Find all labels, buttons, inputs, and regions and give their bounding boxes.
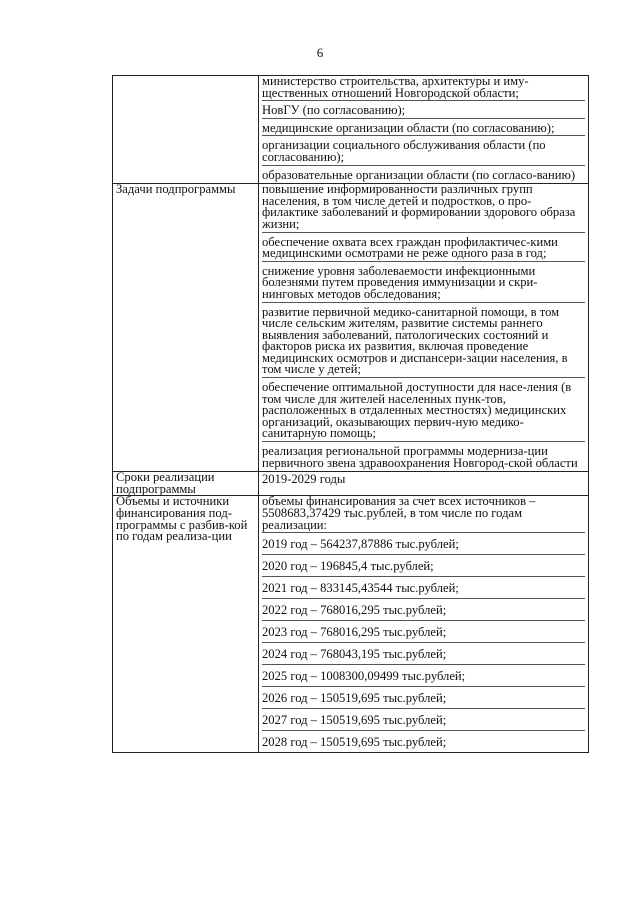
row-label: Объемы и источники финансирования под-программы с разбив-кой по годам реализа-ции <box>113 496 259 753</box>
funding-year-item: 2020 год – 196845,4 тыс.рублей; <box>262 557 585 577</box>
list-item: 2019-2029 годы <box>262 472 346 487</box>
row-value <box>259 472 589 496</box>
list-item: обеспечение оптимальной доступности для насе-ления (в том числе для жителей населенных пунк-тов, расположенных в отдаленных местностях) медицинских организаций, оказывающих первич-ную медико-санитарную помощь; <box>262 382 585 442</box>
funding-year-item: 2024 год – 768043,195 тыс.рублей; <box>262 645 585 665</box>
list-item: образовательные организации области (по согласо-ванию) <box>262 167 576 182</box>
list-item: НовГУ (по согласованию); <box>262 105 585 119</box>
funding-year-item: 2019 год – 564237,87886 тыс.рублей; <box>262 535 585 555</box>
page-number: 6 <box>316 45 324 60</box>
funding-year-item: 2027 год – 150519,695 тыс.рублей; <box>262 711 585 731</box>
row-value <box>259 496 589 753</box>
funding-year-item: 2021 год – 833145,43544 тыс.рублей; <box>262 579 585 599</box>
funding-year-item: 2026 год – 150519,695 тыс.рублей; <box>262 689 585 709</box>
list-item: реализация региональной программы модерниза-ции первичного звена здравоохранения Новгород-ской области <box>262 444 578 470</box>
row-label: Сроки реализации подпрограммы <box>113 472 259 496</box>
funding-year-item: 2025 год – 1008300,09499 тыс.рублей; <box>262 667 585 687</box>
list-item: медицинские организации области (по согласованию); <box>262 123 585 137</box>
row-value <box>259 76 589 184</box>
funding-year-item: 2028 год – 150519,695 тыс.рублей; <box>262 735 447 750</box>
list-item: министерство строительства, архитектуры и иму-щественных отношений Новгородской области; <box>262 76 585 101</box>
table-row-tasks <box>113 184 589 472</box>
list-item: объемы финансирования за счет всех источников – 5508683,37429 тыс.рублей, в том числе по годам реализации: <box>262 496 585 533</box>
funding-year-item: 2023 год – 768016,295 тыс.рублей; <box>262 623 585 643</box>
list-item: обеспечение охвата всех граждан профилактичес-кими медицинскими осмотрами не реже одного раза в год; <box>262 237 585 262</box>
subprogram-passport-table <box>112 75 589 753</box>
list-item: развитие первичной медико-санитарной помощи, в том числе сельским жителям, развитие системы раннего выявления заболеваний, патологических состояний и факторов риска их развития, включая проведение медицинских осмотров и диспансери-зации населения, в том числе у детей; <box>262 307 585 379</box>
table-row-funding <box>113 496 589 753</box>
row-label <box>113 76 259 184</box>
row-value <box>259 184 589 472</box>
row-label: Задачи подпрограммы <box>113 184 259 472</box>
funding-year-item: 2022 год – 768016,295 тыс.рублей; <box>262 601 585 621</box>
table-row-timeline <box>113 472 589 496</box>
list-item: снижение уровня заболеваемости инфекционными болезнями путем проведения иммунизации и скри-нинговых методов обследования; <box>262 266 585 303</box>
table-row-executors <box>113 76 589 184</box>
list-item: организации социального обслуживания области (по согласованию); <box>262 140 585 165</box>
list-item: повышение информированности различных групп населения, в том числе детей и подростков, о про-филактике заболеваний и формировании здорового образа жизни; <box>262 184 585 232</box>
